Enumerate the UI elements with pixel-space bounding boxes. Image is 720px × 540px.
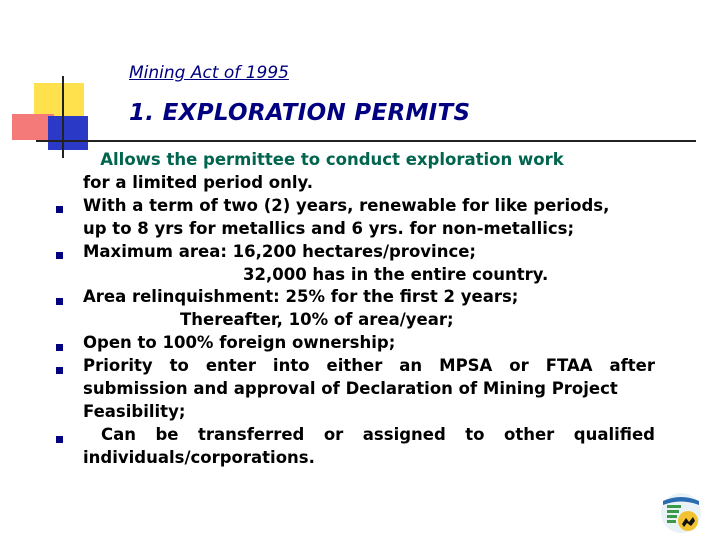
decor-horizontal-rule — [36, 140, 696, 142]
agency-seal-icon — [658, 491, 704, 535]
bullet-marker — [56, 206, 63, 213]
bullet-3-line-1: Area relinquishment: 25% for the first 2 years; — [83, 287, 519, 307]
bullet-1-line-1: With a term of two (2) years, renewable for like periods, — [83, 195, 610, 215]
bullet-4-line-1: Open to 100% foreign ownership; — [83, 333, 396, 353]
bullet-6-line-1: Can be transferred or assigned to other qualified — [101, 424, 655, 444]
intro-line-2: for a limited period only. — [83, 172, 314, 192]
slide-body — [83, 149, 655, 470]
bullet-2-line-1: Maximum area: 16,200 hectares/province; — [83, 241, 477, 261]
bullet-marker — [56, 252, 63, 259]
bullet-5-line-1: Priority to enter into either an MPSA or FTAA after — [83, 356, 655, 376]
bullet-5-line-2: submission and approval of Declaration of Mining Project — [83, 379, 618, 399]
bullet-marker — [56, 436, 63, 443]
bullet-5-line-3: Feasibility; — [83, 401, 186, 421]
bullet-marker — [56, 367, 63, 374]
bullet-1-line-2: up to 8 yrs for metallics and 6 yrs. for non-metallics; — [83, 218, 575, 238]
bullet-3-line-2: Thereafter, 10% of area/year; — [180, 310, 454, 330]
decor-vertical-line — [62, 76, 64, 158]
slide-subtitle: Mining Act of 1995 — [129, 63, 289, 83]
bullet-marker — [56, 298, 63, 305]
decor-blue-square — [48, 116, 88, 150]
slide-title: 1. EXPLORATION PERMITS — [129, 100, 471, 126]
bullet-marker — [56, 344, 63, 351]
bullet-2-line-2: 32,000 has in the entire country. — [243, 264, 549, 284]
intro-line-1: Allows the permittee to conduct exploration work — [83, 150, 564, 169]
bullet-6-line-2: individuals/corporations. — [83, 447, 315, 467]
